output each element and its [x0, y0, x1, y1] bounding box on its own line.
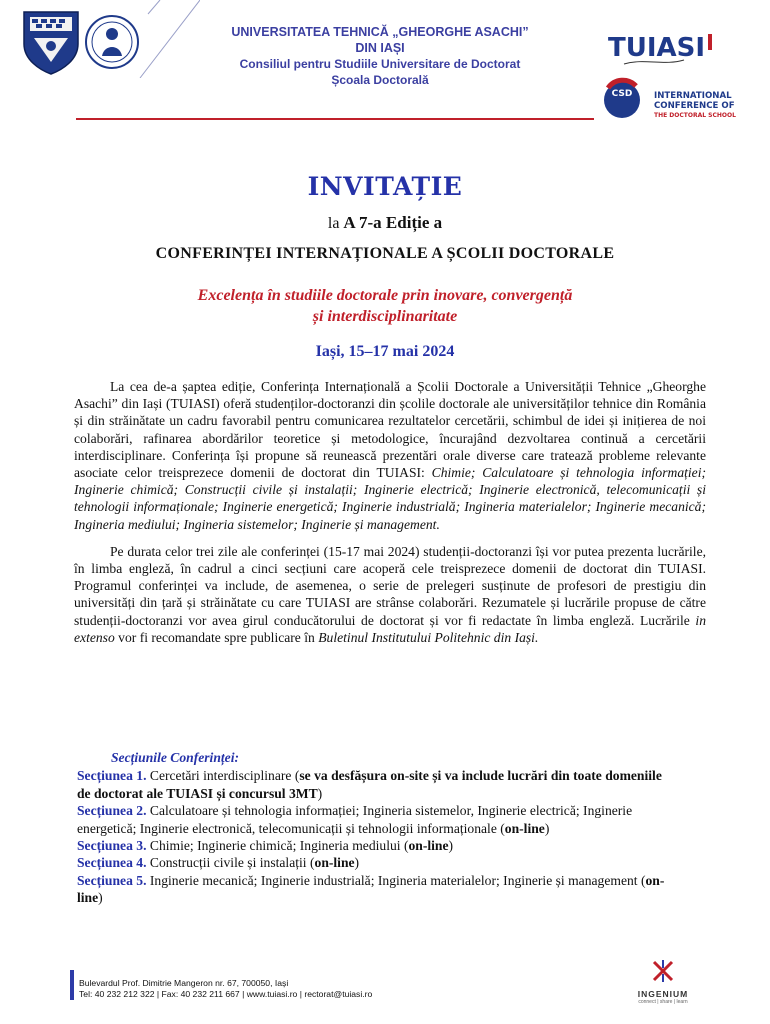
section-text: Chimie; Inginerie chimică; Ingineria mediului (: [149, 838, 409, 854]
in-extenso-text: in extenso: [74, 612, 706, 645]
section-item: [77, 854, 677, 871]
section-text: Calculatoare și tehnologia informației; Ingineria sistemelor, Inginerie electrică; Inginerie energetică; Inginerie electronică, telecomunicații și tehnologii informaționale (: [77, 803, 633, 836]
footer-accent-bar: [70, 970, 74, 1000]
doctoral-domains: Chimie; Calculatoare și tehnologia informației; Inginerie chimică; Construcții civile și instalații; Inginerie electrică; Inginerie electronică, telecomunicații și tehnologii informaționale; Inginerie energetică; Inginerie industrială; Ingineria materialelor; Inginerie mecanică; Ingineria mediului; Ingineria sistemelor; Inginerie și management.: [74, 465, 707, 532]
section-label: Secțiunea 1.: [77, 768, 147, 784]
section-text: Construcții civile și instalații (: [149, 855, 315, 871]
section-item: [77, 872, 677, 907]
section-mode: se va desfășura on-site și va include lucrări din toate domeniile de doctorat ale TUIASI și concursul 3MT: [77, 768, 662, 801]
section-label: Secțiunea 4.: [77, 855, 147, 871]
conference-name: CONFERINȚEI INTERNAȚIONALE A ȘCOLII DOCTORALE: [155, 245, 615, 262]
tuiasi-logo-text: TUIASI: [608, 33, 706, 63]
invitation-title: INVITAȚIE: [307, 172, 463, 201]
edition-text: A 7-a Ediție a: [343, 213, 443, 232]
section-end: ): [354, 855, 360, 871]
section-end: ): [317, 785, 323, 801]
invitation-title-block: [0, 172, 770, 361]
section-end: ): [544, 820, 550, 836]
conference-sections: [77, 749, 677, 907]
ingenium-tagline: connect | share | learn: [638, 999, 688, 1005]
ingenium-mark-icon: [650, 958, 676, 984]
section-end: ): [98, 890, 103, 906]
section-text: Cercetări interdisciplinare (: [149, 768, 300, 784]
section-item: [77, 837, 677, 854]
ingenium-logo: [628, 958, 698, 1005]
university-city: DIN IAȘI: [355, 41, 405, 55]
intro-text: La cea de-a șaptea ediție, Conferința Internațională a Școlii Doctorale a Universității Tehnice „Gheorghe Asachi” din Iași (TUIASI) oferă studenților-doctoranzi din școlile doctorale ale universităților tehnice din România și din străinătate un cadru favorabil pentru comunicarea rezultatelor cercetării, schimbul de idei și inițierea de noi colaborări, rafinarea abordărilor teoretice și metodologice, încurajând dezvoltarea continuă a cercetării interdisciplinare. Conferința își propune să reunească prezentări orale diverse care tratează probleme relevante asociate celor treisprezece domenii de doctorat din TUIASI:: [74, 379, 706, 481]
school-name: Școala Doctorală: [331, 73, 429, 87]
section-mode: on-line: [314, 855, 355, 871]
csd-logo-text: CSD: [611, 89, 633, 99]
motto-line-2: și interdisciplinaritate: [312, 308, 458, 325]
conference-logo-line3: THE DOCTORAL SCHOOL: [654, 112, 736, 119]
edition-prefix: la: [327, 215, 340, 232]
invitation-body: [74, 378, 706, 646]
university-header: [180, 24, 580, 88]
sections-heading: Secțiunile Conferinței:: [111, 750, 240, 765]
ingenium-name: INGENIUM: [637, 989, 689, 999]
footer-contact: [79, 978, 372, 1000]
program-text: Pe durata celor trei zile ale conferinței (15-17 mai 2024) studenții-doctoranzi își vor putea prezenta lucrările, în limba engleză, în cadrul a cinci secțiuni care acoperă cele treisprezece domenii de doctorat din TUIASI. Programul conferinței va include, de asemenea, o serie de prelegeri susținute de profesori de prestigiu din universități din țară și străinătate cu care TUIASI are strânse colaborări. Rezumatele și lucrările propuse de către studenții-doctoranzi vor avea girul conducătorului de doctorat și vor fi redactate în limba engleză. Lucrările: [74, 543, 706, 628]
section-mode: on- line: [77, 872, 665, 906]
conference-logo-line2: CONFERENCE OF: [654, 101, 735, 111]
conference-date: Iași, 15–17 mai 2024: [315, 343, 455, 360]
footer-phone-web: Tel: 40 232 212 322 | Fax: 40 232 211 667 | www.tuiasi.ro | rectorat@tuiasi.ro: [79, 989, 373, 999]
footer-address: Bulevardul Prof. Dimitrie Mangeron nr. 67, 700050, Iași: [79, 978, 289, 988]
edition-line: [0, 213, 770, 233]
section-label: Secțiunea 5.: [77, 872, 147, 888]
section-label: Secțiunea 3.: [77, 838, 147, 854]
conference-logo-line1: INTERNATIONAL: [654, 91, 732, 101]
section-mode: on-line: [504, 820, 545, 836]
section-item: [77, 802, 677, 837]
university-name: UNIVERSITATEA TEHNICĂ „GHEORGHE ASACHI”: [231, 25, 529, 39]
section-end: ): [448, 838, 454, 854]
section-item: [77, 767, 677, 802]
header-divider: [76, 118, 594, 120]
section-text: Inginerie mecanică; Inginerie industrială; Ingineria materialelor; Inginerie și management (: [149, 872, 646, 888]
bulletin-name: Buletinul Institutului Politehnic din Iași.: [318, 629, 539, 645]
motto-line-1: Excelența în studiile doctorale prin inovare, convergență: [197, 287, 573, 304]
paragraph-intro: [74, 378, 706, 533]
publication-text: vor fi recomandate spre publicare în: [118, 629, 315, 645]
council-name: Consiliul pentru Studiile Universitare de Doctorat: [239, 57, 521, 71]
section-label: Secțiunea 2.: [77, 803, 147, 819]
tuiasi-conference-logo: [604, 28, 754, 128]
paragraph-program: [74, 543, 706, 646]
conference-motto: [0, 285, 770, 327]
university-crests-logo: [22, 10, 140, 76]
section-mode: on-line: [408, 838, 449, 854]
